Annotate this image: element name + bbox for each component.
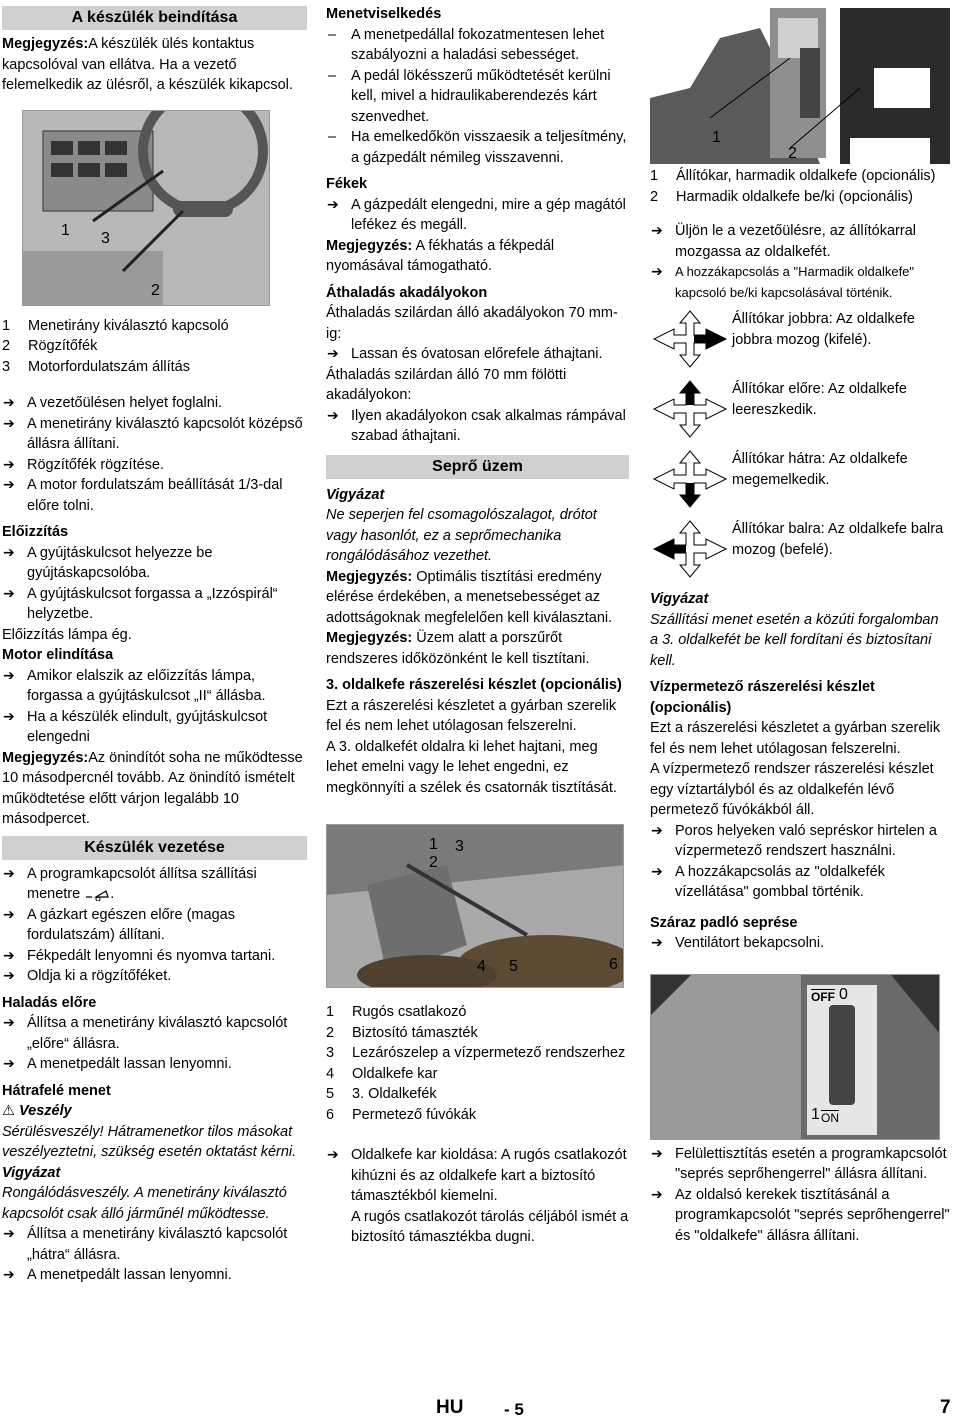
brakes-note: Megjegyzés: A fékhatás a fékpedál nyomásával támogatható. <box>326 237 555 274</box>
fig3-legend <box>650 166 950 207</box>
switch-off-number: 0 <box>839 985 848 1003</box>
direction-left <box>650 519 950 579</box>
step: ➔ A programkapcsolót állítsa szállítási menetre . <box>2 864 307 905</box>
legend-item: 1 Menetirány kiválasztó kapcsoló <box>2 317 229 334</box>
cross-arrow-left-icon <box>650 519 730 579</box>
direction-list <box>650 309 950 579</box>
caution-label: Vigyázat <box>650 591 709 607</box>
footer-language: HU <box>436 1397 464 1418</box>
forward-title: Haladás előre <box>2 994 97 1011</box>
direction-right <box>650 309 950 369</box>
legend-item: 5 3. Oldalkefék <box>326 1086 437 1102</box>
legend-item: 4 Oldalkefe kar <box>326 1065 438 1082</box>
step: ➔ A gázkart egészen előre (magas fordulatszám) állítani. <box>2 905 307 946</box>
note-speed: Megjegyzés: Optimális tisztítási eredmény elérése érdekében, a menetsebességet az adottságoknak megfelelően kell kiválasztani. <box>326 568 613 626</box>
step: ➔ Amikor elalszik az előizzítás lámpa, forgassa a gyújtáskulcsot „II“ állásba. <box>2 666 307 707</box>
step: ➔ Felülettisztítás esetén a programkapcsolót "seprés seprőhengerrel" állásra állítani. <box>650 1144 950 1185</box>
step: ➔ A motor fordulatszám beállítását 1/3-dal előre tolni. <box>2 475 307 516</box>
fig-label-6: 6 <box>609 956 618 973</box>
legend-item: 3 Lezárószelep a vízpermetező rendszerhez <box>326 1045 626 1061</box>
direction-text: Állítókar balra: Az oldalkefe balra mozog (befelé). <box>732 521 944 558</box>
fig1-label-3: 3 <box>101 229 110 247</box>
fig-label-4: 4 <box>477 958 486 975</box>
cross-arrow-up-icon <box>650 379 730 439</box>
start-title: Motor elindítása <box>2 647 114 663</box>
obstacle-text-1: Áthaladás szilárdan álló akadályokon 70 mm-ig: <box>326 305 618 342</box>
switch-on-label: $\overline{ON}$ <box>821 1110 839 1125</box>
switch-on-number: 1 <box>811 1105 820 1123</box>
dry-title: Száraz padló seprése <box>650 914 798 931</box>
caution-text: Szállítási menet esetén a közúti forgalomban a 3. oldalkefét be kell fordítani és biztosítani kell. <box>650 611 939 669</box>
obstacle-text-2: Áthaladás szilárdan álló 70 mm fölötti akadályokon: <box>326 366 567 403</box>
side-brush-photo <box>326 824 624 988</box>
step: ➔ A gyújtáskulcsot forgassa a „Izzóspirál“ helyzetbe. <box>2 584 307 625</box>
step: ➔ Oldja ki a rögzítőféket. <box>2 966 307 987</box>
dashboard-photo <box>22 110 270 306</box>
footer-page-number: 7 <box>940 1397 951 1418</box>
legend-item: 6 Permetező fúvókák <box>326 1106 477 1123</box>
note-starter: Megjegyzés:Az önindítót soha ne működtesse 10 másodpercnél tovább. Az önindító ismételt működtetése előtt várjon legalább 10 másodpercet. <box>2 749 303 827</box>
step: ➔ Poros helyeken való sepréskor hirtelen a vízpermetező rendszert használni. <box>650 821 950 862</box>
side-brush-illustration <box>327 825 624 988</box>
step: ➔ Rögzítőfék rögzítése. <box>2 455 307 476</box>
release-text: A rugós csatlakozót tárolás céljából ismét a biztosító támasztékba dugni. <box>351 1208 629 1245</box>
step: ➔ A menetpedált lassan lenyomni. <box>2 1265 307 1286</box>
cross-arrow-down-icon <box>650 449 730 509</box>
legend-item: 3 Motorfordulatszám állítás <box>2 358 190 375</box>
note-seat-switch: Megjegyzés:A készülék ülés kontaktus kapcsolóval van ellátva. Ha a vezető felemelkedik az ülésről, a készülék kikapcsol. <box>2 36 293 93</box>
water-title: Vízpermetező rászerelési készlet (opcionális) <box>650 679 875 716</box>
fig-label-5: 5 <box>509 958 518 975</box>
dashboard-illustration <box>23 111 270 306</box>
step: ➔ A hozzákapcsolás a "Harmadik oldalkefe" kapcsoló be/ki kapcsolásával történik. <box>650 262 950 303</box>
reverse-title: Hátrafelé menet <box>2 1082 111 1099</box>
joystick-illustration <box>650 8 950 164</box>
fig-label-1: 1 <box>429 836 438 853</box>
caution-label: Vigyázat <box>2 1164 61 1181</box>
program-switch-illustration <box>651 975 940 1140</box>
danger-text: Sérülésveszély! Hátramenetkor tilos másokat veszélyeztetni, szükség esetén oktatást kérni. <box>2 1123 297 1160</box>
cross-arrow-right-icon <box>650 309 730 369</box>
section-header-drive: Készülék vezetése <box>2 836 307 860</box>
step: ➔ Üljön le a vezetőülésre, az állítókarral mozgassa az oldalkefét. <box>650 221 950 262</box>
footer-page-section: - 5 <box>504 1400 524 1419</box>
joystick-photo <box>650 8 950 164</box>
legend-item: 1 Rugós csatlakozó <box>326 1004 467 1020</box>
danger-heading: ⚠ Veszély <box>2 1103 72 1119</box>
fig1-label-2: 2 <box>151 281 160 299</box>
preheat-title: Előizzítás <box>2 524 69 540</box>
side-brush-text-1: Ezt a rászerelési készletet a gyárban szerelik fel és nem lehet utólagosan felszerelni. <box>326 697 617 734</box>
fig3-label-1: 1 <box>712 129 721 146</box>
step: ➔ Lassan és óvatosan előrefele áthajtani. <box>326 344 629 365</box>
step: ➔ A gázpedált elengedni, mire a gép magától lefékez és megáll. <box>326 195 629 236</box>
switch-off-label: $\overline{OFF}$ <box>811 989 835 1004</box>
behavior-item: – Ha emelkedőkön visszaesik a teljesítmény, a gázpedált némileg visszavenni. <box>326 127 629 168</box>
fig1-label-1: 1 <box>61 221 70 239</box>
step: ➔ A gyújtáskulcsot helyezze be gyújtáskapcsolóba. <box>2 543 307 584</box>
direction-up <box>650 379 950 439</box>
behavior-item: – A pedál lökésszerű működtetését kerülni kell, mivel a hidraulikaberendezés kárt szenvedhet. <box>326 66 629 128</box>
direction-text: Állítókar előre: Az oldalkefe leereszkedik. <box>732 381 907 418</box>
step: ➔ Ventilátort bekapcsolni. <box>650 933 950 954</box>
fig1-legend <box>2 316 307 378</box>
transport-mode-icon <box>84 887 110 901</box>
section-header-start: A készülék beindítása <box>2 6 307 30</box>
legend-item: 2 Rögzítőfék <box>2 338 98 354</box>
step: ➔ Ilyen akadályokon csak alkalmas rámpával szabad áthajtani. <box>326 406 629 447</box>
brakes-title: Fékek <box>326 176 368 192</box>
side-brush-title: 3. oldalkefe rászerelési készlet (opcionális) <box>326 677 622 693</box>
step: ➔ Fékpedált lenyomni és nyomva tartani. <box>2 946 307 967</box>
legend-item: 2 Harmadik oldalkefe be/ki (opcionális) <box>650 188 913 205</box>
preheat-lamp-text: Előizzítás lámpa ég. <box>2 626 132 643</box>
column-left <box>2 4 307 1286</box>
note-filter: Megjegyzés: Üzem alatt a porszűrőt rendszeres időközönként le kell tisztítani. <box>326 630 590 667</box>
caution-text: Ne seperjen fel csomagolószalagot, drótot vagy hasonlót, ez a seprőmechanika rongálódásához vezethet. <box>326 507 597 564</box>
legend-item: 1 Állítókar, harmadik oldalkefe (opcionális) <box>650 168 936 184</box>
step: ➔ Állítsa a menetirány kiválasztó kapcsolót „előre“ állásra. <box>2 1013 307 1054</box>
fig-legend <box>326 1002 629 1125</box>
section-header-brush: Seprő üzem <box>326 455 629 479</box>
step: ➔ A vezetőülésen helyet foglalni. <box>2 393 307 414</box>
step: ➔ A menetpedált lassan lenyomni. <box>2 1054 307 1075</box>
behavior-title: Menetviselkedés <box>326 6 442 22</box>
direction-text: Állítókar jobbra: Az oldalkefe jobbra mozog (kifelé). <box>732 311 915 348</box>
direction-text: Állítókar hátra: Az oldalkefe megemelkedik. <box>732 451 908 488</box>
step: ➔ A menetirány kiválasztó kapcsolót középső állásra állítani. <box>2 414 307 455</box>
step: ➔ Állítsa a menetirány kiválasztó kapcsolót „hátra“ állásra. <box>2 1224 307 1265</box>
step: ➔ A hozzákapcsolás az "oldalkefék vízellátása" gombbal történik. <box>650 862 950 903</box>
program-switch-photo <box>650 974 940 1140</box>
fig3-label-2: 2 <box>788 145 797 162</box>
water-text-1: Ezt a rászerelési készletet a gyárban szerelik fel és nem lehet utólagosan felszerelni. <box>650 720 941 757</box>
step: ➔ Az oldalsó kerekek tisztításánál a programkapcsolót "seprés seprőhengerrel" és "oldalkefe" állásra állítani. <box>650 1185 950 1247</box>
obstacle-title: Áthaladás akadályokon <box>326 284 488 301</box>
behavior-item: – A menetpedállal fokozatmentesen lehet szabályozni a haladási sebességet. <box>326 25 629 66</box>
caution-text: Rongálódásveszély. A menetirány kiválasztó kapcsolót csak álló járműnél működtesse. <box>2 1185 287 1222</box>
step: ➔ Oldalkefe kar kioldása: A rugós csatlakozót kihúzni és az oldalkefe kart a biztosító támasztékból kiemelni. <box>326 1145 629 1207</box>
warning-triangle-icon: ⚠ <box>2 1103 15 1119</box>
direction-down <box>650 449 950 509</box>
side-brush-text-2: A 3. oldalkefét oldalra ki lehet hajtani, meg lehet emelni vagy le lehet engedni, ez megkönnyíti a szélek és csatornák tisztítását. <box>326 738 617 796</box>
caution-label: Vigyázat <box>326 486 385 503</box>
fig-label-2: 2 <box>429 854 438 871</box>
column-middle <box>326 4 629 1248</box>
legend-item: 2 Biztosító támaszték <box>326 1024 478 1041</box>
water-text-2: A vízpermetező rendszer rászerelési készlet egy víztartályból és az oldalkefén lévő permetező fúvókákból áll. <box>650 761 934 818</box>
column-right <box>650 4 950 1246</box>
step: ➔ Ha a készülék elindult, gyújtáskulcsot elengedni <box>2 707 307 748</box>
fig-label-3: 3 <box>455 838 464 855</box>
